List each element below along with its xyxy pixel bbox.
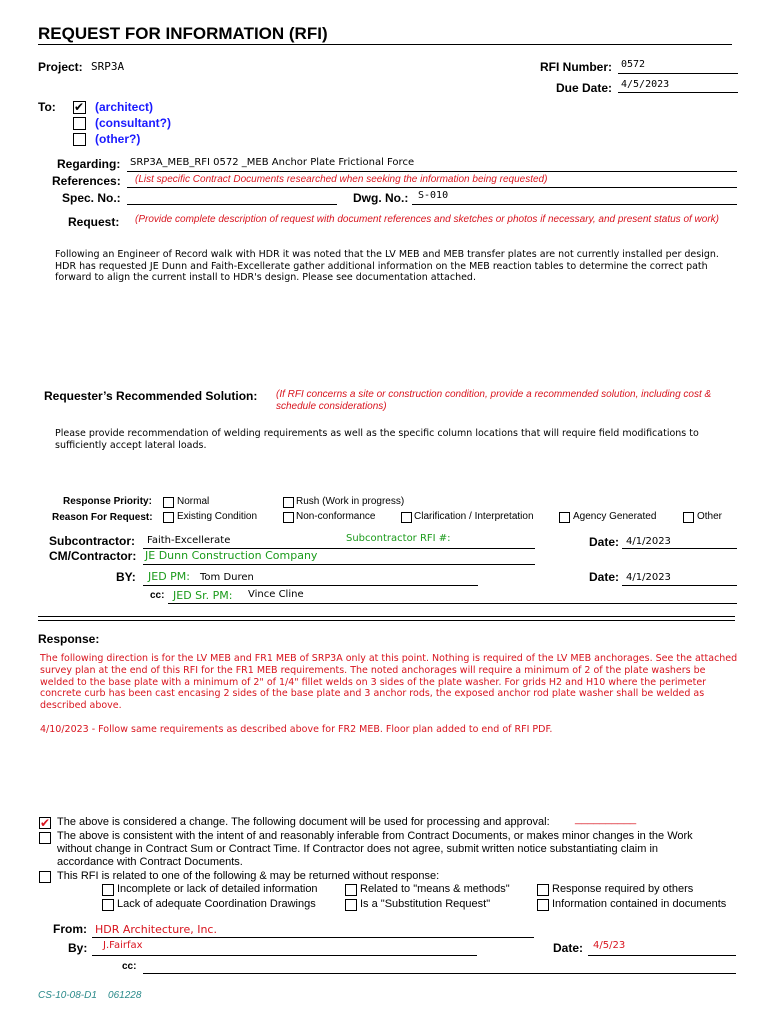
page-title: REQUEST FOR INFORMATION (RFI) [38, 24, 328, 43]
change-checkbox[interactable] [39, 817, 51, 829]
solution-hint: (If RFI concerns a site or construction condition, provide a recommended solution, including cost & schedule considerations) [276, 389, 712, 412]
dwg-no-underline [412, 204, 737, 205]
to-other-checkbox[interactable] [73, 133, 86, 146]
reason-nonconformance-label: Non-conformance [296, 511, 376, 522]
cc-underline [168, 603, 737, 604]
regarding-label: Regarding: [57, 157, 121, 171]
request-body[interactable]: Following an Engineer of Record walk with HDR it was noted that the LV MEB and MEB transfer plates are not currently installed per design. HDR has requested JE Dunn and Faith-Excellerate gather additional information on the MEB reaction tables to determine the correct path forward to align the current install to HDR's design. Please see documentation attached. [55, 249, 719, 283]
by-date-label: Date: [589, 570, 620, 584]
reason-existing-checkbox[interactable] [163, 512, 174, 523]
sub-date-field[interactable]: 4/1/2023 [626, 536, 671, 547]
response-label: Response: [38, 632, 100, 646]
cc-field[interactable]: Vince Cline [248, 589, 304, 600]
form-code: CS-10-08-D1 061228 [38, 990, 142, 1001]
reason-nonconformance-checkbox[interactable] [283, 512, 294, 523]
to-architect-label: (architect) [95, 100, 154, 114]
spec-no-underline [127, 204, 337, 205]
project-value: SRP3A [91, 60, 125, 73]
coordination-drawings-label: Lack of adequate Coordination Drawings [117, 898, 316, 910]
to-label: To: [38, 100, 56, 114]
from-field[interactable]: HDR Architecture, Inc. [95, 923, 217, 936]
by-date-underline [622, 585, 737, 586]
sub-date-label: Date: [589, 535, 620, 549]
reason-agency-label: Agency Generated [573, 511, 657, 522]
separator-bottom [38, 620, 735, 621]
response-followup[interactable]: 4/10/2023 - Follow same requirements as described above for FR2 MEB. Floor plan added to end of RFI PDF. [40, 724, 553, 735]
response-body[interactable]: The following direction is for the LV MEB and FR1 MEB of SRP3A only at this point. Nothing is required of the LV MEB anchorages. See the attached survey plan at the end of this RFI for the FR1 MEB requirements. The noted anchorages will require a minimum of 2 of the plate washers be welded to the base plate with a minimum of 2" of 1/4" fillet welds on 3 sides of the plate washer. For grids H2 and H10 where the perimeter concrete curb has been cast encasing 2 sides of the base plate and 3 anchor rods, the exposed anchor rod plate washer shall be welded as described above. [40, 653, 738, 712]
rfi-number-underline [618, 73, 738, 74]
sub-date-underline [622, 548, 737, 549]
change-label: The above is considered a change. The following document will be used for processing and approval: [57, 816, 550, 828]
from-cc-label: cc: [122, 961, 137, 972]
cm-contractor-field[interactable]: JE Dunn Construction Company [145, 549, 318, 562]
by-underline [143, 585, 478, 586]
reason-clarification-checkbox[interactable] [401, 512, 412, 523]
reason-label: Reason For Request: [52, 512, 153, 523]
title-underline [38, 44, 732, 45]
reason-other-checkbox[interactable] [683, 512, 694, 523]
response-by-others-label: Response required by others [552, 883, 694, 895]
consistent-checkbox[interactable] [39, 832, 51, 844]
from-label: From: [53, 922, 87, 936]
checkmark-icon: ✔ [40, 816, 51, 830]
consistent-label: The above is consistent with the intent of and reasonably inferable from Contract Documents, or makes minor changes in the Work without change in Contract Sum or Contract Time. If Contractor does not agree, submit written notice substantiating claim in accordance with Contract Documents. [57, 830, 693, 868]
cc-label: cc: [150, 590, 165, 601]
rfi-number-field[interactable]: 0572 [621, 59, 646, 70]
from-cc-underline [143, 973, 736, 974]
from-by-label: By: [68, 941, 88, 955]
solution-body[interactable]: Please provide recommendation of welding requirements as well as the specific column locations that will require field modifications to sufficiently accept lateral loads. [55, 428, 699, 451]
by-prefix: JED PM: [148, 570, 190, 583]
cm-contractor-label: CM/Contractor: [49, 549, 137, 563]
due-date-underline [618, 92, 738, 93]
references-underline [127, 187, 737, 188]
cm-contractor-underline [143, 564, 535, 565]
request-label: Request: [68, 215, 120, 229]
request-hint: (Provide complete description of request with document references and sketches or photos if necessary, and present status of work) [135, 214, 719, 225]
info-in-documents-label: Information contained in documents [552, 898, 727, 910]
by-date-field[interactable]: 4/1/2023 [626, 572, 671, 583]
from-date-underline [588, 955, 736, 956]
priority-rush-checkbox[interactable] [283, 497, 294, 508]
coordination-drawings-checkbox[interactable] [102, 899, 114, 911]
references-hint: (List specific Contract Documents researched when seeking the information being requested) [135, 174, 548, 185]
dwg-no-label: Dwg. No.: [353, 191, 409, 205]
incomplete-checkbox[interactable] [102, 884, 114, 896]
priority-label: Response Priority: [63, 496, 152, 507]
from-date-label: Date: [553, 941, 584, 955]
due-date-label: Due Date: [556, 81, 613, 95]
substitution-checkbox[interactable] [345, 899, 357, 911]
regarding-field[interactable]: SRP3A_MEB_RFI 0572 _MEB Anchor Plate Frictional Force [130, 157, 415, 168]
dwg-no-field[interactable]: S-010 [418, 190, 449, 201]
due-date-field[interactable]: 4/5/2023 [621, 79, 670, 90]
info-in-documents-checkbox[interactable] [537, 899, 549, 911]
to-consultant-checkbox[interactable] [73, 117, 86, 130]
by-field[interactable]: Tom Duren [200, 572, 254, 583]
references-label: References: [52, 174, 121, 188]
related-checkbox[interactable] [39, 871, 51, 883]
project-label: Project: [38, 60, 83, 74]
to-architect-checkbox[interactable] [73, 101, 86, 114]
priority-normal-checkbox[interactable] [163, 497, 174, 508]
means-methods-label: Related to "means & methods" [360, 883, 510, 895]
solution-label: Requester’s Recommended Solution: [44, 389, 258, 403]
from-date-field[interactable]: 4/5/23 [593, 940, 626, 951]
priority-normal-label: Normal [177, 496, 210, 507]
from-underline [92, 937, 534, 938]
means-methods-checkbox[interactable] [345, 884, 357, 896]
reason-clarification-label: Clarification / Interpretation [414, 511, 534, 522]
checkmark-icon: ✔ [74, 100, 85, 114]
from-by-field[interactable]: J.Fairfax [103, 940, 143, 951]
subcontractor-rfi-label: Subcontractor RFI #: [346, 533, 451, 544]
substitution-label: Is a "Substitution Request" [360, 898, 491, 910]
regarding-underline [127, 171, 737, 172]
separator-top [38, 616, 735, 617]
subcontractor-field[interactable]: Faith-Excellerate [147, 535, 231, 546]
rfi-number-label: RFI Number: [540, 60, 612, 74]
subcontractor-label: Subcontractor: [49, 534, 136, 548]
by-label: BY: [116, 570, 136, 584]
cc-prefix: JED Sr. PM: [173, 589, 233, 602]
reason-agency-checkbox[interactable] [559, 512, 570, 523]
to-consultant-label: (consultant?) [95, 116, 171, 130]
related-label: This RFI is related to one of the following & may be returned without response: [57, 870, 440, 882]
to-other-label: (other?) [95, 132, 141, 146]
response-by-others-checkbox[interactable] [537, 884, 549, 896]
reason-existing-label: Existing Condition [177, 511, 258, 522]
change-document-field[interactable]: __________ [575, 813, 637, 825]
priority-rush-label: Rush (Work in progress) [296, 496, 405, 507]
from-by-underline [92, 955, 477, 956]
reason-other-label: Other [697, 511, 723, 522]
incomplete-label: Incomplete or lack of detailed information [117, 883, 318, 895]
spec-no-label: Spec. No.: [62, 191, 121, 205]
